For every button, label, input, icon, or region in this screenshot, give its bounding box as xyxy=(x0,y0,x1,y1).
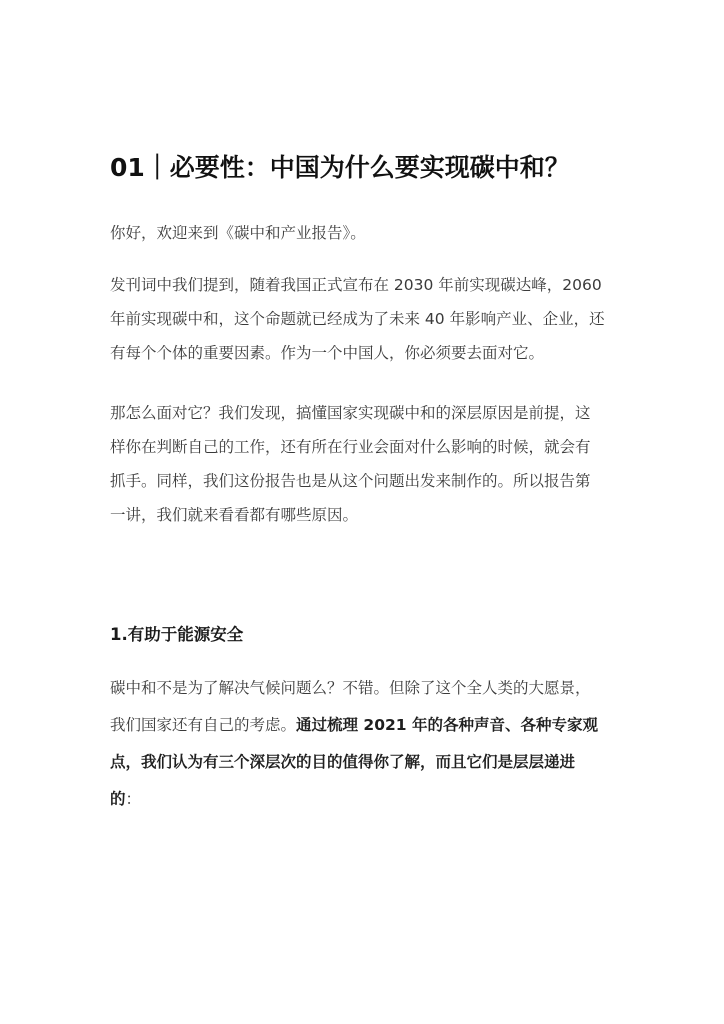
section-paragraph xyxy=(110,670,610,818)
section-line-2-bold: 通过梳理 2021 年的各种声音、各种专家观 xyxy=(296,716,598,734)
paragraph-1 xyxy=(110,268,610,370)
section-line-1: 碳中和不是为了解决气候问题么？不错。但除了这个全人类的大愿景， xyxy=(110,679,591,697)
paragraph-2-line-3: 抓手。同样，我们这份报告也是从这个问题出发来制作的。所以报告第 xyxy=(110,472,591,490)
paragraph-1-line-1: 发刊词中我们提到，随着我国正式宣布在 2030 年前实现碳达峰，2060 xyxy=(110,276,602,294)
intro-paragraph xyxy=(110,216,610,250)
section-line-4-bold: 的 xyxy=(110,790,126,808)
section-line-2 xyxy=(110,707,610,744)
section-line-2-normal: 我们国家还有自己的考虑。 xyxy=(110,716,297,734)
paragraph-2 xyxy=(110,396,610,532)
section-line-4-normal: ： xyxy=(125,790,142,808)
paragraph-2-line-4: 一讲，我们就来看看都有哪些原因。 xyxy=(110,506,359,524)
section-line-3: 点，我们认为有三个深层次的目的值得你了解，而且它们是层层递进 xyxy=(110,753,576,771)
paragraph-2-line-1: 那怎么面对它？我们发现，搞懂国家实现碳中和的深层原因是前提，这 xyxy=(110,404,591,422)
page-title: 01｜必要性：中国为什么要实现碳中和？ xyxy=(110,153,570,182)
intro-line: 你好，欢迎来到《碳中和产业报告》。 xyxy=(110,224,366,242)
paragraph-1-line-3: 有每个个体的重要因素。作为一个中国人，你必须要去面对它。 xyxy=(110,344,545,362)
paragraph-2-line-2: 样你在判断自己的工作，还有所在行业会面对什么影响的时候，就会有 xyxy=(110,438,591,456)
section-heading: 1.有助于能源安全 xyxy=(110,625,244,644)
paragraph-1-line-2: 年前实现碳中和，这个命题就已经成为了未来 40 年影响产业、企业，还 xyxy=(110,310,605,328)
section-line-4 xyxy=(110,781,610,818)
